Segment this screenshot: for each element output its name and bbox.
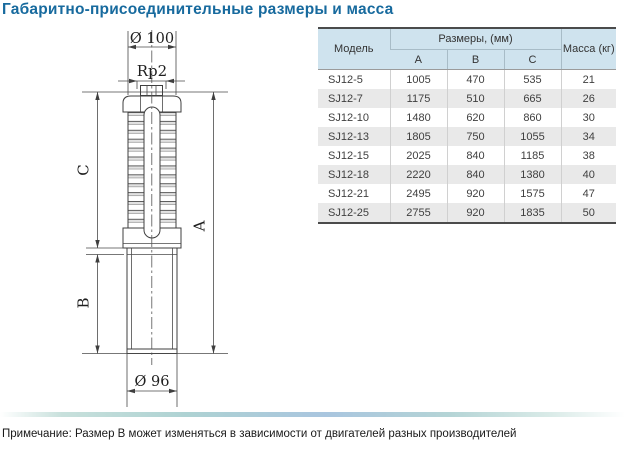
col-header-mass: Масса (кг) — [561, 28, 616, 70]
pump-dimension-drawing — [0, 0, 320, 415]
dim-label-b: B — [74, 297, 93, 309]
cell-b: 620 — [447, 108, 504, 127]
cell-b: 840 — [447, 146, 504, 165]
dim-label-thread: Rp2 — [136, 62, 168, 80]
cell-a: 2755 — [390, 203, 447, 223]
cell-mass: 30 — [561, 108, 616, 127]
cell-mass: 26 — [561, 89, 616, 108]
cell-b: 510 — [447, 89, 504, 108]
cell-mass: 47 — [561, 184, 616, 203]
cell-mass: 40 — [561, 165, 616, 184]
cell-a: 2220 — [390, 165, 447, 184]
cell-c: 1380 — [504, 165, 561, 184]
col-header-c: C — [504, 50, 561, 70]
table-row — [318, 70, 616, 90]
col-header-b: B — [447, 50, 504, 70]
cell-c: 1055 — [504, 127, 561, 146]
table-row — [318, 127, 616, 146]
cell-b: 840 — [447, 165, 504, 184]
cell-a: 1480 — [390, 108, 447, 127]
cell-model: SJ12-15 — [328, 149, 369, 162]
cell-model: SJ12-21 — [328, 187, 369, 200]
cell-c: 665 — [504, 89, 561, 108]
cell-model: SJ12-7 — [328, 92, 363, 105]
cell-mass: 38 — [561, 146, 616, 165]
cell-a: 1005 — [390, 70, 447, 90]
cell-model: SJ12-25 — [328, 206, 369, 219]
footnote: Примечание: Размер В может изменяться в зависимости от двигателей разных производителей — [2, 428, 517, 440]
table-row — [318, 108, 616, 127]
cell-b: 920 — [447, 184, 504, 203]
col-header-dimensions-group: Размеры, (мм) — [390, 28, 561, 50]
cell-c: 535 — [504, 70, 561, 90]
cell-model: SJ12-10 — [328, 111, 369, 124]
cell-a: 1175 — [390, 89, 447, 108]
cell-mass: 34 — [561, 127, 616, 146]
cell-b: 750 — [447, 127, 504, 146]
cell-a: 2495 — [390, 184, 447, 203]
cell-a: 1805 — [390, 127, 447, 146]
table-row — [318, 165, 616, 184]
dim-label-a: A — [190, 220, 209, 232]
col-header-model: Модель — [318, 28, 390, 70]
dim-label-top-diameter: Ø 100 — [129, 31, 175, 47]
cell-b: 470 — [447, 70, 504, 90]
table-row — [318, 89, 616, 108]
accent-divider — [0, 412, 625, 417]
page-title: Габаритно-присоединительные размеры и масса — [2, 1, 394, 18]
table-row — [318, 184, 616, 203]
cell-c: 1835 — [504, 203, 561, 223]
cell-c: 860 — [504, 108, 561, 127]
dimensions-table — [318, 27, 616, 224]
col-header-a: A — [390, 50, 447, 70]
table-row — [318, 203, 616, 223]
cell-c: 1185 — [504, 146, 561, 165]
cell-model: SJ12-18 — [328, 168, 369, 181]
cell-a: 2025 — [390, 146, 447, 165]
cell-model: SJ12-13 — [328, 130, 369, 143]
table-row — [318, 146, 616, 165]
cell-b: 920 — [447, 203, 504, 223]
cell-mass: 50 — [561, 203, 616, 223]
dim-label-c: C — [74, 164, 93, 176]
cell-model: SJ12-5 — [328, 73, 363, 86]
dim-label-bottom-diameter: Ø 96 — [134, 374, 170, 390]
cell-c: 1575 — [504, 184, 561, 203]
cell-mass: 21 — [561, 70, 616, 90]
